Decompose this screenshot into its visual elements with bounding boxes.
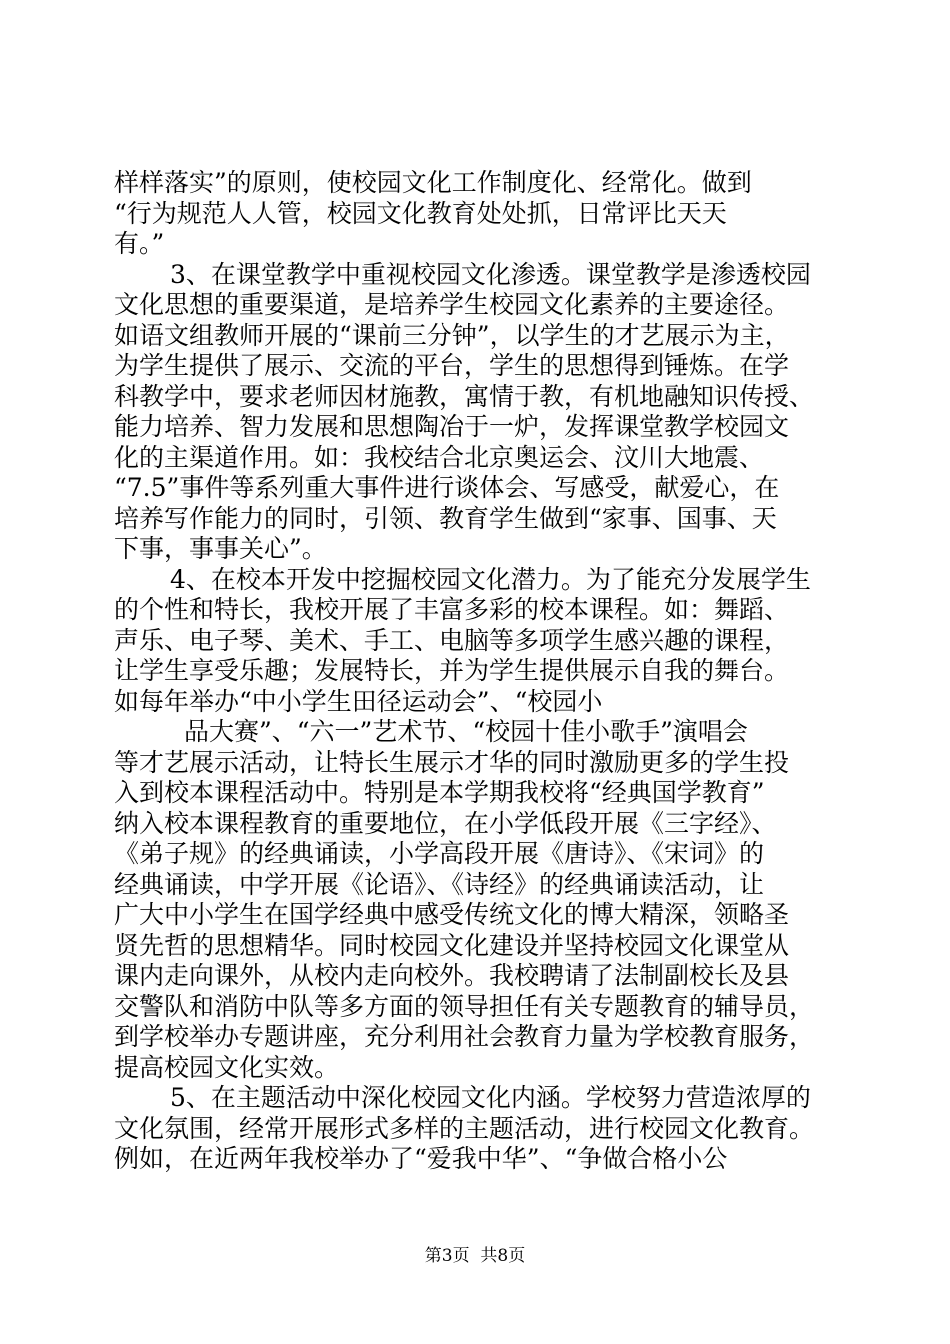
page-number-footer: 第3页 共8页	[424, 1246, 526, 1266]
text-line: 如语文组教师开展的“课前三分钟”，以学生的才艺展示为主，	[114, 320, 790, 350]
text-line: 例如，在近两年我校举办了“爱我中华”、“争做合格小公	[114, 1144, 728, 1173]
text-line: 培养写作能力的同时，引领、教育学生做到“家事、国事、天	[114, 503, 777, 533]
text-line: 品大赛”、“六一”艺术节、“校园十佳小歌手”演唱会	[184, 717, 748, 746]
text-line: “7.5”事件等系列重大事件进行谈体会、写感受，献爱心，在	[114, 473, 780, 502]
text-line: 有。”	[114, 229, 165, 258]
text-line: 文化氛围，经常开展形式多样的主题活动，进行校园文化教育。	[114, 1113, 815, 1143]
text-line: 《弟子规》的经典诵读，小学高段开展《唐诗》、《宋词》的	[114, 839, 765, 868]
text-line: 交警队和消防中队等多方面的领导担任有关专题教育的辅导员，	[114, 991, 815, 1021]
text-line: 能力培养、智力发展和思想陶冶于一炉，发挥课堂教学校园文	[114, 412, 790, 441]
text-line: 化的主渠道作用。如：我校结合北京奥运会、汶川大地震、	[114, 442, 765, 472]
text-line: 为学生提供了展示、交流的平台，学生的思想得到锤炼。在学	[114, 351, 790, 380]
paragraph-start-line: 4、在校本开发中挖掘校园文化潜力。为了能充分发展学生	[170, 564, 811, 594]
text-line: 纳入校本课程教育的重要地位，在小学低段开展《三字经》、	[114, 808, 777, 838]
text-line: 声乐、电子琴、美术、手工、电脑等多项学生感兴趣的课程，	[114, 625, 790, 655]
text-line: 文化思想的重要渠道，是培养学生校园文化素养的主要途径。	[114, 290, 790, 319]
text-line: 让学生享受乐趣；发展特长，并为学生提供展示自我的舞台。	[114, 656, 790, 685]
text-line: 等才艺展示活动，让特长生展示才华的同时激励更多的学生投	[114, 747, 790, 777]
text-line: 样样落实”的原则，使校园文化工作制度化、经常化。做到	[114, 168, 752, 197]
text-line: 课内走向课外，从校内走向校外。我校聘请了法制副校长及县	[114, 961, 790, 990]
text-line: 提高校园文化实效。	[114, 1052, 340, 1082]
paragraph-start-line: 5、在主题活动中深化校园文化内涵。学校努力营造浓厚的	[170, 1083, 811, 1112]
text-line: “行为规范人人管，校园文化教育处处抓，日常评比天天	[114, 198, 727, 228]
text-line: 下事，事事关心”。	[114, 534, 327, 563]
text-line: 的个性和特长，我校开展了丰富多彩的校本课程。如：舞蹈、	[114, 595, 790, 624]
text-line: 如每年举办“中小学生田径运动会”、“校园小	[114, 686, 603, 716]
text-line: 到学校举办专题讲座，充分利用社会教育力量为学校教育服务，	[114, 1022, 815, 1051]
text-line: 广大中小学生在国学经典中感受传统文化的博大精深，领略圣	[114, 900, 790, 929]
text-line: 科教学中，要求老师因材施教，寓情于教，有机地融知识传授、	[114, 381, 815, 411]
text-line: 贤先哲的思想精华。同时校园文化建设并坚持校园文化课堂从	[114, 930, 790, 960]
text-line: 经典诵读，中学开展《论语》、《诗经》的经典诵读活动，让	[114, 869, 765, 899]
paragraph-start-line: 3、在课堂教学中重视校园文化渗透。课堂教学是渗透校园	[170, 259, 811, 289]
text-line: 入到校本课程活动中。特别是本学期我校将“经典国学教育”	[114, 778, 765, 807]
